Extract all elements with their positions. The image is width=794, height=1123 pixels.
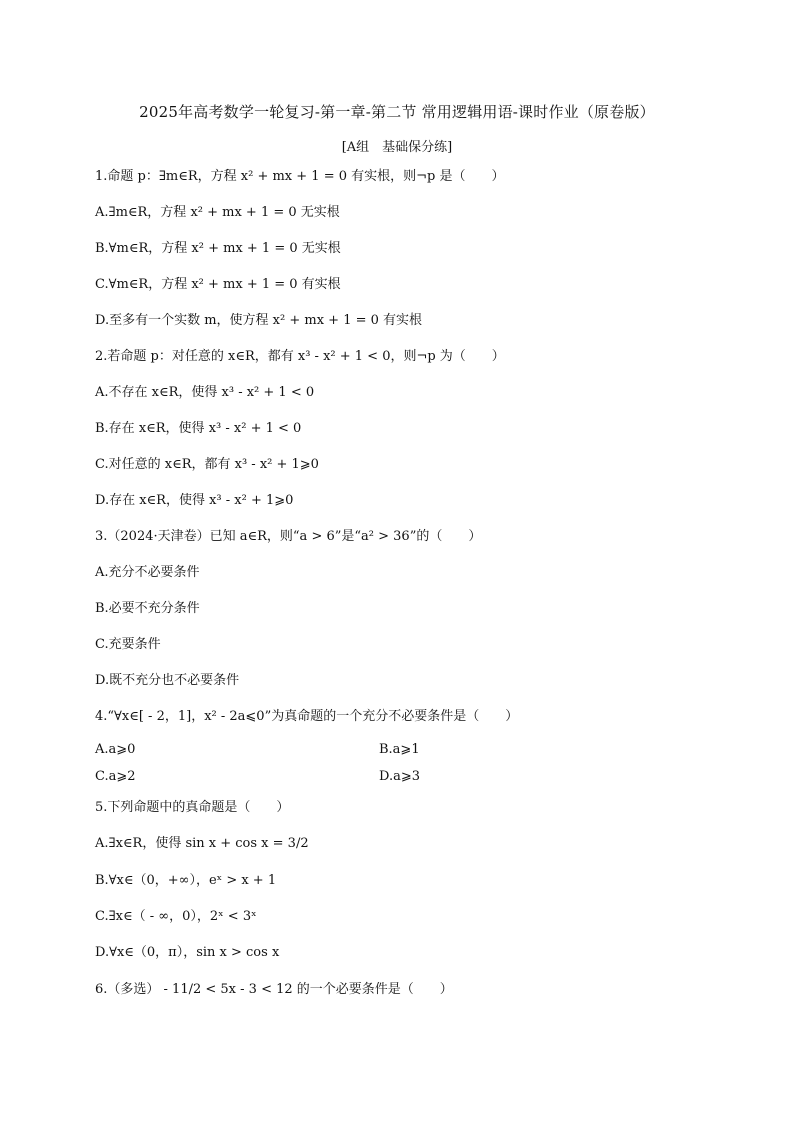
- question-3-stem: 3.（2024·天津卷）已知 a∈R，则“a > 6”是“a² > 36”的（ ）: [95, 529, 482, 544]
- question-5-option-d: D.∀x∈（0，π），sin x > cos x: [95, 945, 280, 960]
- question-5-stem: 5.下列命题中的真命题是（ ）: [95, 800, 290, 815]
- question-1-option-d: D.至多有一个实数 m，使方程 x² + mx + 1 = 0 有实根: [95, 313, 423, 328]
- document-title: 2025年高考数学一轮复习-第一章-第二节 常用逻辑用语-课时作业（原卷版）: [139, 103, 655, 121]
- question-1-option-b: B.∀m∈R，方程 x² + mx + 1 = 0 无实根: [95, 241, 341, 256]
- section-heading: [A组 基础保分练]: [341, 140, 453, 155]
- question-3-option-d: D.既不充分也不必要条件: [95, 673, 240, 688]
- question-3-option-c: C.充要条件: [95, 637, 161, 652]
- question-5-option-b: B.∀x∈（0，+∞），eˣ > x + 1: [95, 873, 277, 888]
- question-4-stem: 4.“∀x∈[ - 2，1]，x² - 2a⩽0”为真命题的一个充分不必要条件是（ ）: [95, 709, 519, 724]
- question-3-option-b: B.必要不充分条件: [95, 601, 200, 616]
- question-2-option-b: B.存在 x∈R，使得 x³ - x² + 1 < 0: [95, 421, 302, 436]
- question-1-option-a: A.∃m∈R，方程 x² + mx + 1 = 0 无实根: [95, 205, 340, 220]
- question-4-option-c: C.a⩾2: [95, 769, 136, 784]
- question-1-option-c: C.∀m∈R，方程 x² + mx + 1 = 0 有实根: [95, 277, 341, 292]
- question-5-option-a: A.∃x∈R，使得 sin x + cos x = 3/2: [95, 836, 309, 851]
- question-6-stem: 6.（多选） - 11/2 < 5x - 3 < 12 的一个必要条件是（ ）: [95, 982, 453, 997]
- question-2-option-a: A.不存在 x∈R，使得 x³ - x² + 1 < 0: [95, 385, 315, 400]
- question-3-option-a: A.充分不必要条件: [95, 565, 200, 580]
- question-2-option-c: C.对任意的 x∈R，都有 x³ - x² + 1⩾0: [95, 457, 319, 472]
- question-5-option-c: C.∃x∈（ - ∞，0），2ˣ < 3ˣ: [95, 909, 257, 924]
- question-4-option-d: D.a⩾3: [379, 769, 421, 784]
- question-2-stem: 2.若命题 p：对任意的 x∈R，都有 x³ - x² + 1 < 0，则¬p 为（ ）: [95, 349, 505, 364]
- question-4-option-b: B.a⩾1: [379, 742, 420, 757]
- question-1-stem: 1.命题 p：∃m∈R，方程 x² + mx + 1 = 0 有实根，则¬p 是（ ）: [95, 169, 505, 184]
- question-4-option-a: A.a⩾0: [95, 742, 136, 757]
- question-2-option-d: D.存在 x∈R，使得 x³ - x² + 1⩾0: [95, 493, 294, 508]
